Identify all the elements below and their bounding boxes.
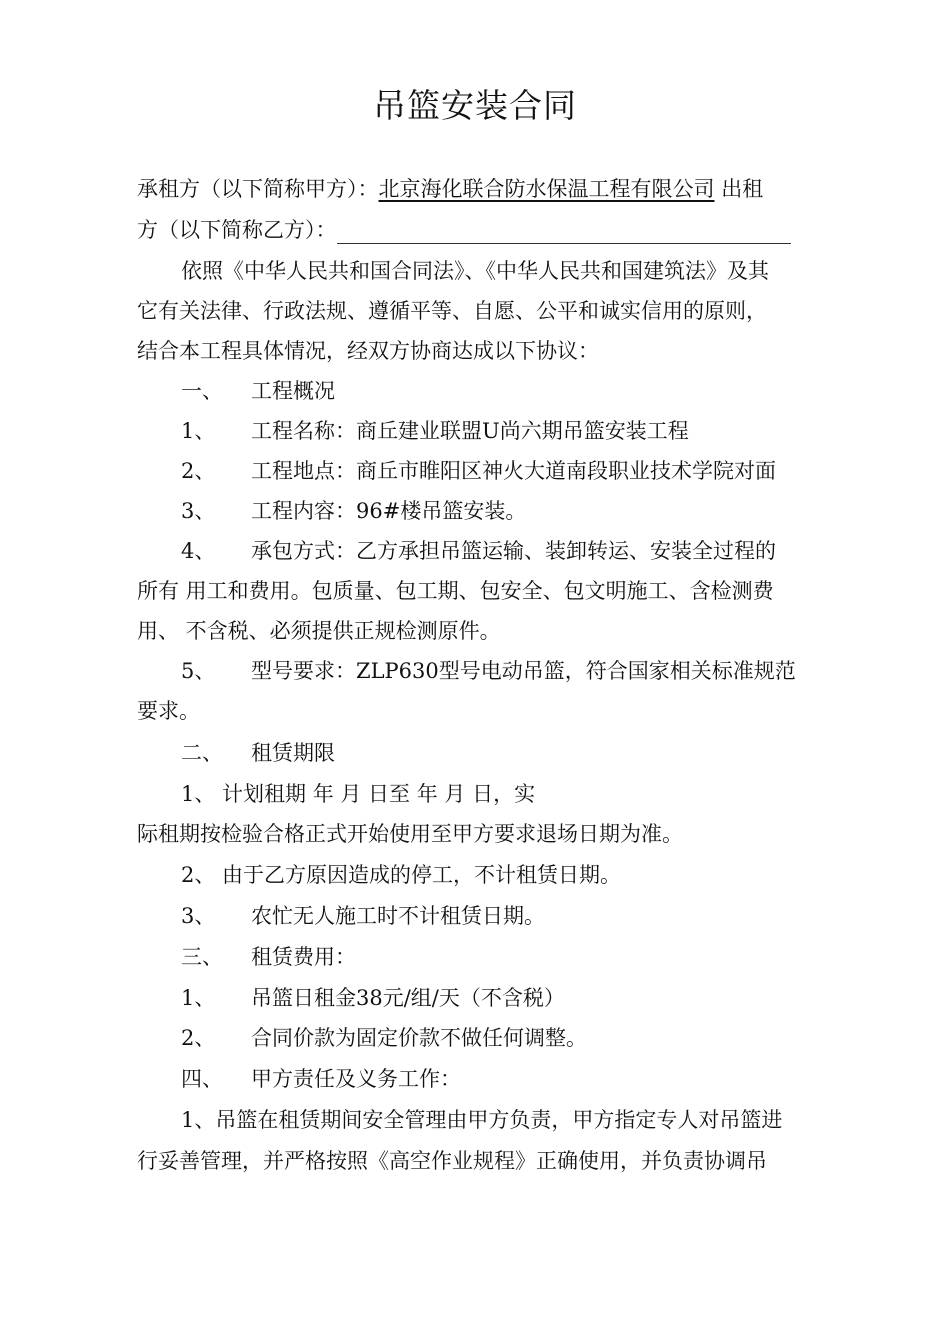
item-number: 1、 xyxy=(181,419,216,443)
section-2-title: 租赁期限 xyxy=(251,741,335,765)
section-3-number: 三、 xyxy=(181,945,223,969)
item-number: 2、 xyxy=(181,1026,216,1050)
section-1-heading xyxy=(181,377,881,405)
lessee-label: 承租方（以下简称甲方）： xyxy=(137,177,379,201)
item-text: 工程地点：商丘市睢阳区神火大道南段职业技术学院对面 xyxy=(251,459,776,483)
lessee-name: 北京海化联合防水保温工程有限公司 xyxy=(378,177,715,201)
item-text: 吊篮日租金38元/组/天（不含税） xyxy=(251,986,565,1010)
lessor-label-start: 出租 xyxy=(721,177,764,201)
section-3-item-2 xyxy=(181,1024,881,1052)
section-1-number: 一、 xyxy=(181,379,223,403)
item-text: 承包方式：乙方承担吊篮运输、装卸转运、安装全过程的 xyxy=(251,539,776,563)
item-continuation: 用、 不含税、必须提供正规检测原件。 xyxy=(137,619,501,643)
section-1-title: 工程概况 xyxy=(251,379,335,403)
section-3-item-1 xyxy=(181,984,881,1012)
item-text: 合同价款为固定价款不做任何调整。 xyxy=(251,1026,587,1050)
item-text: 农忙无人施工时不计租赁日期。 xyxy=(251,904,545,928)
section-2-item-1-continuation: 际租期按检验合格正式开始使用至甲方要求退场日期为准。 xyxy=(137,822,683,846)
item-number: 1、 xyxy=(181,986,216,1010)
item-number: 5、 xyxy=(181,659,216,683)
section-1-item xyxy=(181,537,881,565)
item-text: 工程内容：96#楼吊篮安装。 xyxy=(251,499,527,523)
section-2-item-1: 1、 计划租期 年 月 日至 年 月 日，实 xyxy=(181,782,536,806)
lessee-line xyxy=(137,175,837,203)
section-2-item-2: 2、 由于乙方原因造成的停工，不计租赁日期。 xyxy=(181,863,622,887)
section-4-number: 四、 xyxy=(181,1067,223,1091)
lessor-label: 方（以下简称乙方）： xyxy=(137,218,337,242)
section-1-item xyxy=(181,457,881,485)
intro-line-1: 依照《中华人民共和国合同法》、《中华人民共和国建筑法》及其 xyxy=(181,259,769,283)
section-3-title: 租赁费用： xyxy=(251,945,356,969)
item-continuation: 要求。 xyxy=(137,699,200,723)
section-4-item-1: 1、吊篮在租赁期间安全管理由甲方负责，甲方指定专人对吊篮进 xyxy=(181,1108,783,1132)
section-1-item xyxy=(181,497,881,525)
section-2-item-3 xyxy=(181,902,881,930)
item-text: 工程名称：商丘建业联盟U尚六期吊篮安装工程 xyxy=(251,419,689,443)
intro-line-3: 结合本工程具体情况，经双方协商达成以下协议： xyxy=(137,339,599,363)
section-3-heading xyxy=(181,943,881,971)
item-continuation: 所有 用工和费用。包质量、包工期、包安全、包文明施工、含检测费 xyxy=(137,579,774,603)
lessor-name-blank xyxy=(337,223,791,244)
section-4-item-1-continuation: 行妥善管理，并严格按照《高空作业规程》正确使用，并负责协调吊 xyxy=(137,1149,767,1173)
section-2-heading xyxy=(181,739,881,767)
document-title: 吊篮安装合同 xyxy=(373,86,577,125)
item-text: 型号要求：ZLP630型号电动吊篮，符合国家相关标准规范 xyxy=(251,659,796,683)
section-1-item xyxy=(181,417,881,445)
intro-line-2: 它有关法律、行政法规、遵循平等、自愿、公平和诚实信用的原则， xyxy=(137,299,767,323)
lessor-line xyxy=(137,216,837,244)
section-4-title: 甲方责任及义务工作： xyxy=(251,1067,461,1091)
item-number: 4、 xyxy=(181,539,216,563)
item-number: 3、 xyxy=(181,904,216,928)
section-1-item xyxy=(181,657,881,685)
item-number: 3、 xyxy=(181,499,216,523)
item-number: 2、 xyxy=(181,459,216,483)
section-2-number: 二、 xyxy=(181,741,223,765)
section-4-heading xyxy=(181,1065,881,1093)
